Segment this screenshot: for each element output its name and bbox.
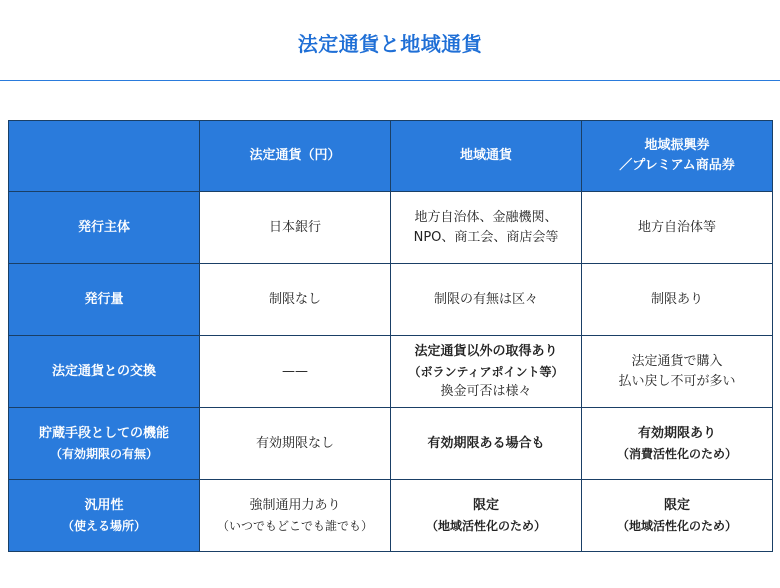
table-row: [9, 336, 773, 408]
cell-local-issuer: [391, 192, 582, 264]
row-header-issue-volume: [9, 264, 200, 336]
column-header-legal-tender: [200, 121, 391, 192]
row-header-exchange: [9, 336, 200, 408]
title-divider: [0, 80, 780, 81]
cell-voucher-volume: [582, 264, 773, 336]
comparison-table: [8, 120, 773, 552]
row-header-sublabel: （有効期限の有無）: [49, 446, 158, 461]
row-header-label: 貯蔵手段としての機能: [38, 425, 169, 441]
cell-voucher-versatility: [582, 480, 773, 552]
cell-text: （地域活性化のため）: [616, 518, 737, 533]
table-row: [9, 192, 773, 264]
cell-text: （ボランティアポイント等）: [408, 364, 564, 379]
row-header-versatility: [9, 480, 200, 552]
row-header-label: 発行主体: [77, 219, 130, 235]
row-header-sublabel: （使える場所）: [61, 518, 146, 533]
row-header-issuer: [9, 192, 200, 264]
column-header-label: ／プレミアム商品券: [619, 158, 735, 173]
page-title: 法定通貨と地域通貨: [297, 32, 483, 56]
cell-legal-issuer: [200, 192, 391, 264]
cell-text: 強制通用力あり: [249, 497, 341, 513]
cell-text: 法定通貨で購入: [631, 353, 723, 369]
cell-text: （いつでもどこでも誰でも）: [216, 518, 373, 533]
cell-text: 日本銀行: [268, 219, 321, 235]
column-header-regional-voucher: [582, 121, 773, 192]
cell-legal-store: [200, 408, 391, 480]
cell-voucher-issuer: [582, 192, 773, 264]
cell-text: 制限あり: [650, 291, 703, 307]
table-corner-cell: [9, 121, 200, 192]
cell-text: ——: [282, 363, 308, 379]
row-header-label: 汎用性: [84, 497, 124, 513]
cell-local-store: [391, 408, 582, 480]
table-row: [9, 264, 773, 336]
cell-text: 限定: [472, 497, 499, 513]
cell-text: 有効期限なし: [255, 435, 334, 451]
cell-text: 制限なし: [268, 291, 321, 307]
cell-text: 有効期限ある場合も: [427, 435, 545, 451]
table-row: [9, 480, 773, 552]
cell-legal-volume: [200, 264, 391, 336]
table-header-row: [9, 121, 773, 192]
cell-voucher-exchange: [582, 336, 773, 408]
cell-text: 地方自治体等: [637, 219, 716, 235]
column-header-label: 法定通貨（円）: [249, 148, 341, 163]
column-header-label: 地域通貨: [459, 148, 512, 163]
cell-text: 限定: [663, 497, 690, 513]
column-header-local-currency: [391, 121, 582, 192]
cell-text: 制限の有無は区々: [433, 291, 538, 307]
cell-text: （地域活性化のため）: [425, 518, 546, 533]
cell-local-exchange: [391, 336, 582, 408]
cell-text: 地方自治体、金融機関、: [414, 209, 558, 225]
cell-text: （消費活性化のため）: [616, 446, 737, 461]
row-header-label: 法定通貨との交換: [51, 363, 156, 379]
row-header-store-of-value: [9, 408, 200, 480]
cell-text: NPO、商工会、商店会等: [413, 229, 559, 245]
cell-text: 払い戻し不可が多い: [618, 373, 736, 389]
row-header-label: 発行量: [84, 291, 124, 307]
cell-local-volume: [391, 264, 582, 336]
cell-voucher-store: [582, 408, 773, 480]
table-row: [9, 408, 773, 480]
cell-text: 有効期限あり: [637, 425, 716, 441]
cell-text: 換金可否は様々: [440, 383, 532, 399]
cell-legal-versatility: [200, 480, 391, 552]
column-header-label: 地域振興券: [644, 138, 710, 153]
cell-text: 法定通貨以外の取得あり: [414, 343, 558, 359]
cell-local-versatility: [391, 480, 582, 552]
cell-legal-exchange: [200, 336, 391, 408]
